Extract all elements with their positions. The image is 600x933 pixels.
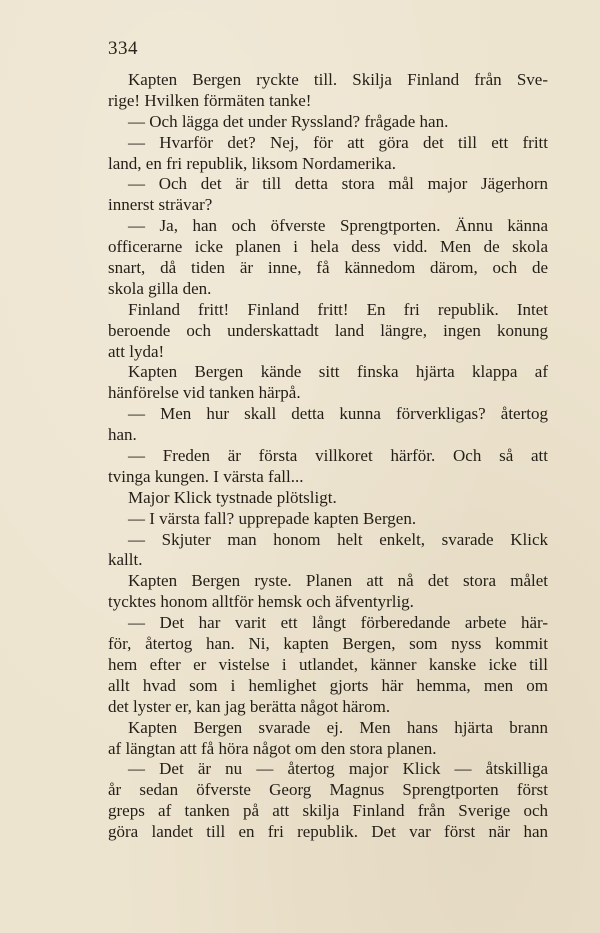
text-line: Kapten Bergen ryste. Planen att nå det stora målet <box>128 571 548 591</box>
text-line: han. <box>108 425 137 445</box>
text-line: år sedan öfverste Georg Magnus Sprengtporten först <box>108 780 548 800</box>
text-line: hem efter er vistelse i utlandet, känner kanske icke till <box>108 654 548 674</box>
text-line: — Skjuter man honom helt enkelt, svarade Klick <box>128 529 548 549</box>
text-line: rige! Hvilken förmäten tanke! <box>108 90 312 110</box>
body-text <box>108 70 548 843</box>
text-line: — Det har varit ett långt förberedande arbete här- <box>128 613 548 633</box>
text-line: tycktes honom alltför hemsk och äfventyrlig. <box>108 592 414 612</box>
text-line: land, en fri republik, liksom Nordamerika. <box>108 153 396 173</box>
text-line: — Freden är första villkoret härför. Och så att <box>128 446 548 466</box>
text-line: — Hvarför det? Nej, för att göra det till ett fritt <box>128 132 548 152</box>
text-line: Finland fritt! Finland fritt! En fri republik. Intet <box>128 299 548 319</box>
text-line: — Ja, han och öfverste Sprengtporten. Ännu känna <box>128 216 548 236</box>
page-number: 334 <box>108 38 138 59</box>
text-line: beroende och underskattadt land längre, ingen konung <box>108 320 548 340</box>
text-line: snart, då tiden är inne, få kännedom därom, och de <box>108 258 548 278</box>
text-line: tvinga kungen. I värsta fall... <box>108 466 304 486</box>
text-line: det lyster er, kan jag berätta något härom. <box>108 696 391 716</box>
text-line: Kapten Bergen svarade ej. Men hans hjärta brann <box>128 717 548 737</box>
text-line: skola gilla den. <box>108 278 212 298</box>
text-line: — Och det är till detta stora mål major Jägerhorn <box>128 174 548 194</box>
text-line: för, återtog han. Ni, kapten Bergen, som nyss kommit <box>108 634 548 654</box>
text-line: Major Klick tystnade plötsligt. <box>128 487 337 507</box>
text-line: — Men hur skall detta kunna förverkligas? återtog <box>128 404 548 424</box>
text-line: hänförelse vid tanken härpå. <box>108 383 301 403</box>
text-line: att lyda! <box>108 341 165 361</box>
text-line: greps af tanken på att skilja Finland från Sverige och <box>108 801 548 821</box>
text-line: — Och lägga det under Ryssland? frågade han. <box>128 111 449 131</box>
text-line: — I värsta fall? upprepade kapten Bergen. <box>128 508 417 528</box>
text-line: göra landet till en fri republik. Det var först när han <box>108 822 548 842</box>
text-line: officerarne icke planen i hela dess vidd. Men de skola <box>108 237 548 257</box>
text-line: Kapten Bergen ryckte till. Skilja Finland från Sve- <box>128 70 548 89</box>
text-line: allt hvad som i hemlighet gjorts här hemma, men om <box>108 675 548 695</box>
text-line: af längtan att få höra något om den stora planen. <box>108 738 437 758</box>
text-line: innerst strävar? <box>108 195 213 215</box>
text-line: kallt. <box>108 550 143 570</box>
text-line: — Det är nu — återtog major Klick — åtskilliga <box>128 759 548 779</box>
text-line: Kapten Bergen kände sitt finska hjärta klappa af <box>128 362 548 382</box>
